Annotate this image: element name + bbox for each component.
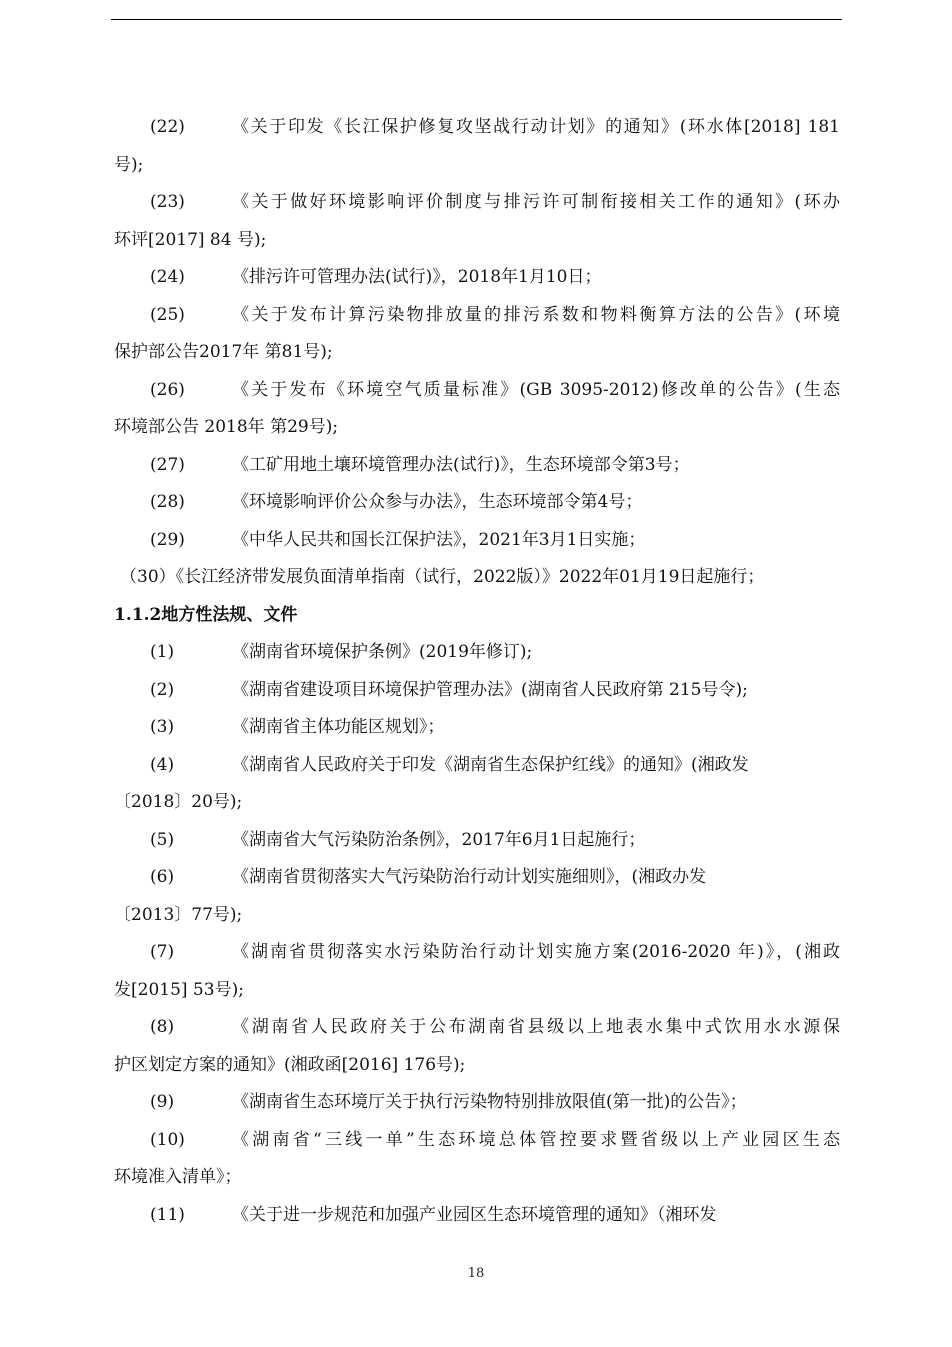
list-item bbox=[114, 751, 840, 789]
list-item bbox=[114, 1126, 840, 1164]
item-number: (11) bbox=[150, 1204, 185, 1225]
item-text: 《工矿用地土壤环境管理办法(试行)》，生态环境部令第3号； bbox=[232, 454, 690, 475]
list-item bbox=[114, 263, 840, 301]
list-item bbox=[114, 188, 840, 226]
item-text: （30）《长江经济带发展负面清单指南（试行，2022版）》2022年01月19日起施行； bbox=[120, 567, 765, 587]
item-number: (27) bbox=[150, 454, 185, 475]
item-text-continuation: 环境部公告 2018年 第29号); bbox=[114, 417, 339, 437]
item-number: (7) bbox=[150, 942, 175, 962]
item-number: (3) bbox=[150, 717, 175, 737]
item-number: (10) bbox=[150, 1129, 185, 1150]
item-text: 《湖南省建设项目环境保护管理办法》(湖南省人民政府第 215号令); bbox=[232, 679, 748, 700]
list-item bbox=[114, 301, 840, 339]
item-text: 《湖南省人民政府关于印发《湖南省生态保护红线》的通知》(湘政发 bbox=[232, 754, 749, 775]
list-item bbox=[114, 638, 840, 676]
item-text: 《环境影响评价公众参与办法》，生态环境部令第4号； bbox=[232, 492, 643, 512]
item-text-continuation: 号); bbox=[114, 154, 144, 175]
item-number: (23) bbox=[150, 192, 185, 212]
item-text: 《湖南省贯彻落实水污染防治行动计划实施方案(2016-2020 年)》，(湘政 bbox=[232, 942, 840, 962]
item-text-continuation: 环境准入清单》； bbox=[114, 1167, 242, 1187]
list-item bbox=[114, 1201, 840, 1239]
item-number: (8) bbox=[150, 1017, 175, 1037]
item-number: (25) bbox=[150, 304, 185, 325]
item-number: (22) bbox=[150, 117, 185, 137]
header-rule bbox=[111, 19, 842, 20]
item-text-continuation: 〔2018〕20号); bbox=[114, 792, 243, 812]
document-body bbox=[114, 113, 840, 1238]
item-text-continuation: 〔2013〕77号); bbox=[114, 904, 243, 925]
list-item bbox=[114, 1088, 840, 1126]
list-item-continuation bbox=[114, 413, 840, 451]
list-item bbox=[114, 713, 840, 751]
item-text-continuation: 环评[2017] 84 号); bbox=[114, 229, 267, 250]
list-item bbox=[114, 376, 840, 414]
list-item-continuation bbox=[114, 338, 840, 376]
item-number: (1) bbox=[150, 642, 175, 662]
item-text-continuation: 保护部公告2017年 第81号); bbox=[114, 342, 333, 362]
item-text: 《湖南省环境保护条例》(2019年修订); bbox=[232, 642, 533, 662]
item-number: (5) bbox=[150, 829, 175, 850]
list-item-continuation bbox=[114, 226, 840, 264]
item-text: 《湖南省生态环境厅关于执行污染物特别排放限值(第一批)的公告》； bbox=[232, 1092, 747, 1112]
item-number: (28) bbox=[150, 492, 185, 512]
list-item-continuation bbox=[114, 788, 840, 826]
list-item bbox=[114, 676, 840, 714]
list-item bbox=[114, 526, 840, 564]
item-text: 《关于发布计算污染物排放量的排污系数和物料衡算方法的公告》(环境 bbox=[232, 304, 840, 325]
item-text: 《湖南省主体功能区规划》； bbox=[232, 717, 445, 737]
list-item-continuation bbox=[114, 151, 840, 189]
item-text: 《湖南省大气污染防治条例》，2017年6月1日起施行； bbox=[232, 829, 646, 850]
item-text: 《湖南省人民政府关于公布湖南省县级以上地表水集中式饮用水水源保 bbox=[232, 1017, 840, 1037]
item-number: (24) bbox=[150, 267, 185, 287]
item-number: (4) bbox=[150, 754, 175, 775]
item-text: 《关于进一步规范和加强产业园区生态环境管理的通知》（湘环发 bbox=[232, 1204, 717, 1225]
item-number: (9) bbox=[150, 1092, 175, 1112]
list-item bbox=[114, 1013, 840, 1051]
item-number: (2) bbox=[150, 679, 175, 700]
list-item bbox=[114, 113, 840, 151]
list-item bbox=[114, 863, 840, 901]
section-heading: 1.1.2地方性法规、文件 bbox=[114, 604, 298, 625]
item-number: (6) bbox=[150, 867, 175, 887]
item-text: 《排污许可管理办法(试行)》，2018年1月10日； bbox=[232, 267, 602, 287]
item-text: 《关于印发《长江保护修复攻坚战行动计划》的通知》(环水体[2018] 181 bbox=[232, 117, 840, 137]
item-number: (26) bbox=[150, 379, 185, 400]
list-item bbox=[114, 451, 840, 489]
item-text: 《湖南省“三线一单”生态环境总体管控要求暨省级以上产业园区生态 bbox=[232, 1129, 840, 1150]
list-item bbox=[114, 938, 840, 976]
item-text: 《关于做好环境影响评价制度与排污许可制衔接相关工作的通知》(环办 bbox=[232, 192, 840, 212]
list-item-continuation bbox=[114, 1051, 840, 1089]
list-item bbox=[114, 826, 840, 864]
section-heading-row bbox=[114, 601, 840, 639]
item-text: 《中华人民共和国长江保护法》，2021年3月1日实施； bbox=[232, 529, 646, 550]
list-item bbox=[114, 488, 840, 526]
list-item-continuation bbox=[114, 1163, 840, 1201]
page-number: 18 bbox=[467, 1266, 485, 1281]
item-text-continuation: 发[2015] 53号); bbox=[114, 979, 244, 1000]
list-item bbox=[114, 563, 840, 601]
item-number: (29) bbox=[150, 529, 185, 550]
item-text: 《关于发布《环境空气质量标准》(GB 3095-2012)修改单的公告》(生态 bbox=[232, 379, 840, 400]
item-text: 《湖南省贯彻落实大气污染防治行动计划实施细则》，(湘政办发 bbox=[232, 867, 707, 887]
item-text-continuation: 护区划定方案的通知》(湘政函[2016] 176号); bbox=[114, 1054, 466, 1075]
list-item-continuation bbox=[114, 901, 840, 939]
list-item-continuation bbox=[114, 976, 840, 1014]
